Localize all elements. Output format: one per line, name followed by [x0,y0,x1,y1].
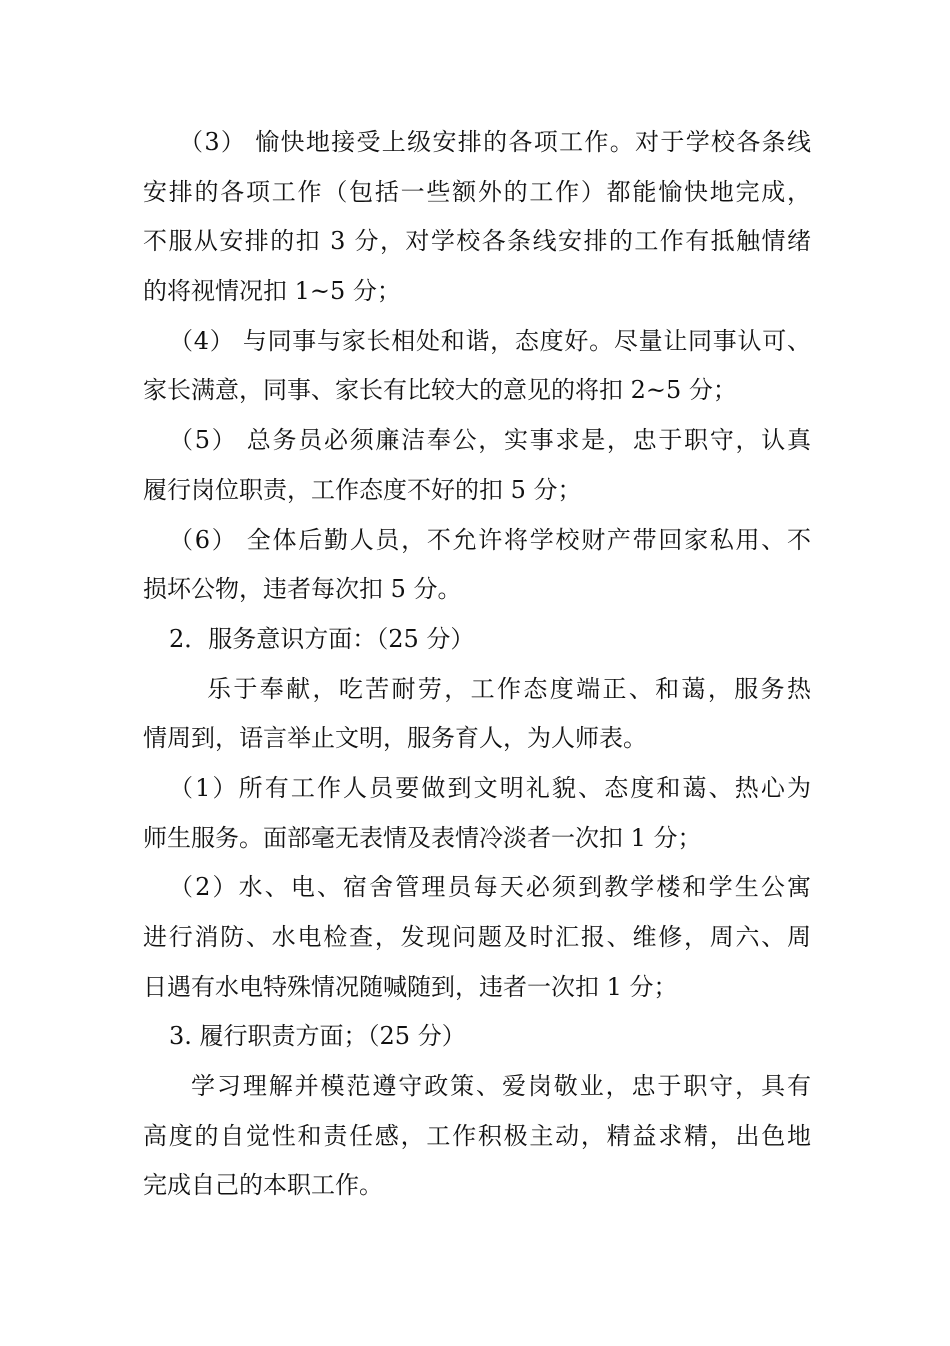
section-heading: 3. 履行职责方面；（25 分） [169,1022,466,1051]
text-line: 情周到，语言举止文明，服务育人，为人师表。 [143,724,647,753]
text-line: 安排的各项工作（包括一些额外的工作）都能愉快地完成， [143,177,811,206]
section-heading: 2．服务意识方面：（25 分） [169,624,475,653]
text-line: 不服从安排的扣 3 分，对学校各条线安排的工作有抵触情绪 [143,227,811,256]
document-body [143,118,811,1211]
text-line: 学习理解并模范遵守政策、爱岗敬业，忠于职守，具有 [191,1072,811,1101]
text-line: 履行岗位职责，工作态度不好的扣 5 分； [143,475,582,504]
text-line: 损坏公物，违者每次扣 5 分。 [143,575,462,604]
text-line: （5） 总务员必须廉洁奉公，实事求是，忠于职守，认真 [169,426,811,455]
text-line: 家长满意，同事、家长有比较大的意见的将扣 2~5 分； [143,376,737,405]
text-line: 日遇有水电特殊情况随喊随到，违者一次扣 1 分； [143,972,678,1001]
text-line: （6） 全体后勤人员，不允许将学校财产带回家私用、不 [169,525,811,554]
text-line: 师生服务。面部毫无表情及表情冷淡者一次扣 1 分； [143,823,702,852]
text-line: （4） 与同事与家长相处和谐，态度好。尽量让同事认可、 [169,326,811,355]
text-line: 的将视情况扣 1~5 分； [143,277,401,306]
text-line: （3） 愉快地接受上级安排的各项工作。对于学校各条线 [179,128,811,156]
text-line: 完成自己的本职工作。 [143,1171,383,1200]
text-line: （1）所有工作人员要做到文明礼貌、态度和蔼、热心为 [169,773,811,802]
text-line: （2）水、电、宿舍管理员每天必须到教学楼和学生公寓 [169,873,811,902]
text-line: 乐于奉献，吃苦耐劳，工作态度端正、和蔼，服务热 [207,674,811,703]
text-line: 高度的自觉性和责任感，工作积极主动，精益求精，出色地 [143,1121,811,1150]
text-line: 进行消防、水电检查，发现问题及时汇报、维修，周六、周 [143,923,811,951]
